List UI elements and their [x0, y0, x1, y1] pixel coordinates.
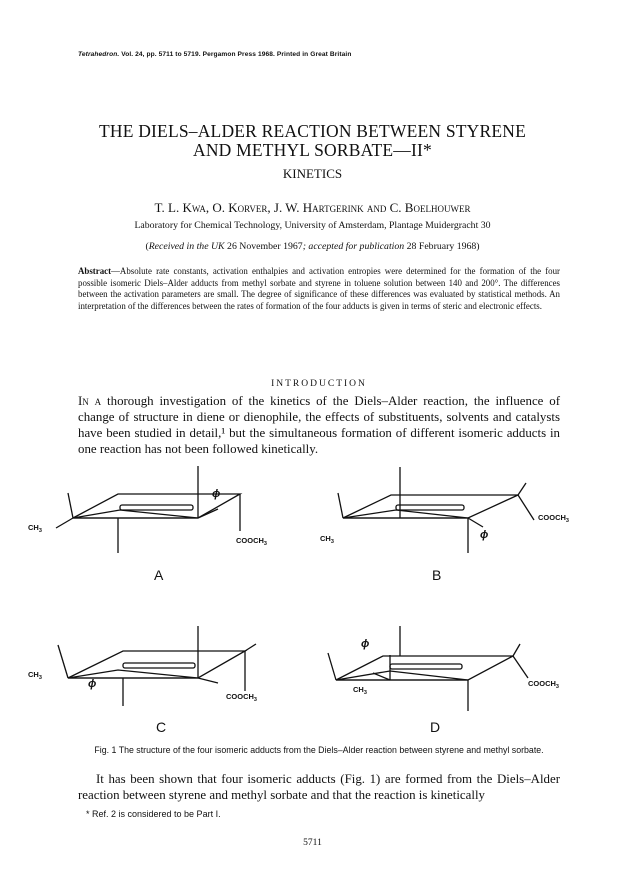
phenyl-label-b: ϕ [480, 529, 489, 541]
bond-a2 [56, 518, 73, 528]
double-bond-a [120, 505, 193, 510]
title-line-2: AND METHYL SORBATE—II* [192, 140, 433, 160]
cooch3-label-a: $COOCH_3$ [236, 536, 267, 547]
paper-title [40, 122, 585, 160]
phenyl-label-c: ϕ [88, 678, 97, 690]
affiliation: Laboratory for Chemical Technology, University of Amsterdam, Plantage Muidergracht 30 [134, 220, 491, 231]
figure-caption: Fig. 1 The structure of the four isomeric adducts from the Diels–Alder reaction between styrene and methyl sorbate. [94, 745, 544, 755]
paper-subtitle: KINETICS [282, 166, 343, 181]
accepted-label: ; accepted for publication [302, 241, 405, 252]
accepted-date: 28 February 1968) [404, 241, 480, 252]
structure-d [328, 626, 528, 711]
section-heading: INTRODUCTION [271, 379, 367, 389]
running-header [78, 51, 351, 58]
journal-name: Tetrahedron. [78, 51, 120, 58]
received-line [30, 241, 595, 252]
authors: T. L. Kwa, O. Korver, J. W. Hartgerink and C. Boelhouwer [154, 200, 471, 215]
structure-label-a: A [154, 567, 164, 583]
ring-a-inner-outline [73, 510, 198, 518]
ring-c-inner-outline [68, 670, 198, 678]
bond-d1 [328, 653, 336, 680]
received-date: 26 November 1967 [224, 241, 303, 252]
cooch3-label-d: $COOCH_3$ [528, 679, 559, 690]
bond-d6 [513, 656, 528, 678]
ring-d-inner-outline [336, 671, 468, 680]
double-bond-b [396, 505, 464, 510]
bond-a1 [68, 493, 73, 518]
ring-b-inner-outline [343, 510, 468, 518]
structure-label-d: D [430, 719, 441, 735]
bond-d5 [513, 644, 520, 656]
ch3-label-b: $CH_3$ [320, 534, 334, 545]
received-open: ( [145, 241, 149, 252]
bond-b5 [518, 495, 534, 520]
cooch3-label-c: $COOCH_3$ [226, 692, 257, 703]
intro-text: thorough investigation of the kinetics of the Diels–Alder reaction, the influence of change of structure in diene or dienophile, the effects of substituents, solvents and catalysts have been studied in detail,¹ but the simultaneous formation of different isomeric adducts in one reaction has not been followed kinetically. [78, 394, 561, 456]
ch3-label-c: $CH_3$ [28, 670, 42, 681]
structure-label-c: C [156, 719, 167, 735]
abstract-text: —Absolute rate constants, activation enthalpies and activation entropies were determined for the formation of the four possible isomeric Diels–Alder adducts from methyl sorbate and styrene in toluene solution between 140 and 200°. The differences between the activation parameters are small. The degree of significance of these differences was evaluated by statistical methods. An interpretation of the differences between the rates of formation of the four adducts is given in terms of steric and electronic effects. [78, 266, 560, 311]
title-line-1: THE DIELS–ALDER REACTION BETWEEN STYRENE [99, 121, 526, 141]
footnote: * Ref. 2 is considered to be Part I. [86, 809, 221, 819]
phenyl-label-a: ϕ [212, 488, 221, 500]
bond-d7 [373, 673, 390, 680]
structure-b [338, 467, 534, 553]
bond-b4 [518, 483, 526, 495]
abstract [78, 266, 560, 312]
abstract-label: Abstract [78, 266, 112, 276]
bond-c1 [58, 645, 68, 678]
figure-1-structures [28, 463, 598, 745]
phenyl-label-d: ϕ [361, 638, 370, 650]
bond-a5 [198, 509, 218, 518]
intro-paragraph [78, 393, 560, 457]
body-paragraph: It has been shown that four isomeric adducts (Fig. 1) are formed from the Diels–Alder reaction between styrene and methyl sorbate and that the reaction is kinetically [78, 772, 560, 802]
ch3-label-a: $CH_3$ [28, 523, 42, 534]
bond-c5 [245, 644, 256, 651]
cooch3-label-b: $COOCH_3$ [538, 513, 569, 524]
received-label: Received in the UK [148, 241, 225, 252]
double-bond-d [390, 664, 462, 669]
page-number: 5711 [303, 838, 322, 848]
ring-d-outline [336, 656, 513, 680]
double-bond-c [123, 663, 195, 668]
bond-b6 [468, 518, 483, 527]
structure-a [56, 466, 240, 553]
ch3-label-d: $CH_3$ [353, 685, 367, 696]
bond-b1 [338, 493, 343, 518]
journal-details: Vol. 24, pp. 5711 to 5719. Pergamon Press 1968. Printed in Great Britain [121, 51, 352, 58]
bond-c4 [198, 678, 218, 683]
structure-label-b: B [432, 567, 442, 583]
intro-dropcap: In a [78, 394, 102, 408]
